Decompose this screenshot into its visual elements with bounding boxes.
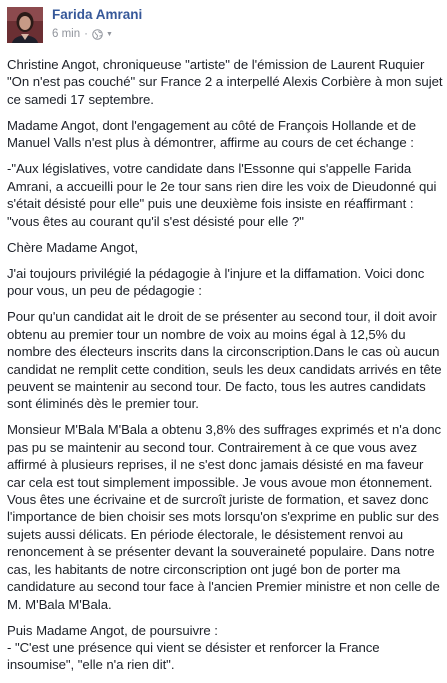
post-paragraph: J'ai toujours privilégié la pédagogie à l'injure et la diffamation. Voici donc pour vous, un peu de pédagogie : [7, 265, 425, 299]
post-text [7, 56, 443, 683]
author-name[interactable]: Farida Amrani [52, 7, 143, 22]
post-paragraph: Madame Angot, dont l'engagement au côté de François Hollande et de Manuel Valls n'est plus à démontrer, affirme au cours de cet échange : [7, 117, 417, 151]
post-header [0, 0, 447, 46]
post-paragraph: Pour qu'un candidat ait le droit de se présenter au second tour, il doit avoir obtenu au premier tour un nombre de voix au moins égal à 12,5% du nombre des électeurs inscrits dans la circonscription.Dans le cas où aucun candidat ne remplit cette condition, seuls les deux candidats arrivés en tête peuvent se maintenir au second tour. De facto, tous les autres candidats sont éliminés dès le premier tour. [7, 309, 442, 412]
post-meta [52, 27, 113, 41]
author-avatar[interactable] [7, 7, 43, 43]
chevron-down-icon[interactable]: ▼ [105, 30, 113, 38]
meta-separator: · [84, 28, 88, 40]
avatar-photo-icon [7, 7, 43, 43]
globe-icon[interactable] [92, 29, 103, 40]
post-paragraph: Monsieur M'Bala M'Bala a obtenu 3,8% des suffrages exprimés et n'a donc pas pu se maintenir au second tour. Contrairement à ce que vous avez affirmé à plusieurs reprises, il ne s'est donc jamais désisté en ma faveur car cela est tout simplement impossible. Je vous avoue mon étonnement. Vous êtes une écrivaine et de surcroît juriste de formation, et savez donc l'importance de bien choisir ses mots lorsqu'on s'exprime en public sur des sujets aussi délicats. En période électorale, le désistement renvoi au renoncement à se présenter devant la souveraineté populaire. Dans notre cas, les habitants de notre circonscription ont jugé bon de porter ma candidature au second tour face à l'ancien Premier ministre et non celle de M. M'Bala M'Bala. [7, 422, 442, 612]
post-paragraph: Chère Madame Angot, [7, 239, 139, 255]
post-timestamp[interactable]: 6 min [52, 28, 81, 40]
post-paragraph: Christine Angot, chroniqueuse "artiste" de l'émission de Laurent Ruquier "On n'est pas couché" sur France 2 a interpellé Alexis Corbière à mon sujet ce samedi 17 septembre. [7, 57, 443, 107]
post-paragraph: -"Aux législatives, votre candidate dans l'Essonne qui s'appelle Farida Amrani, a accueilli pour le 2e tour sans rien dire les voix de Dieudonné qui s'était désisté pour elle" puis une deuxième fois insiste en réaffirmant : "vous êtes au courant qu'il s'est désisté pour elle ?" [7, 161, 437, 229]
post-paragraph: Puis Madame Angot, de poursuivre : - "C'est une présence qui vient se désister et renforcer la France insoumise", "elle n'a rien dit". [7, 622, 380, 673]
